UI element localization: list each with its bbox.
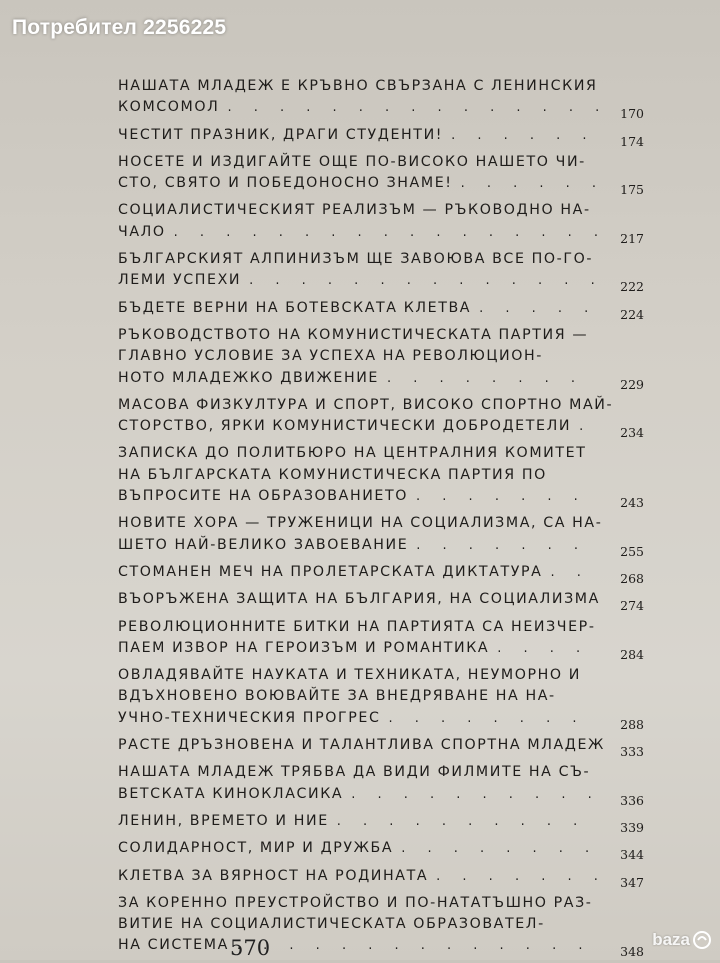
toc-entry-page: 284 [620, 646, 644, 660]
toc-entry [118, 249, 644, 298]
toc-entry-title-line: КЛЕТВА ЗА ВЯРНОСТ НА РОДИНАТА [118, 867, 429, 884]
toc-entry-last-line [118, 173, 644, 194]
toc-entry [118, 200, 644, 249]
toc-entry-title-line: ВДЪХНОВЕНО ВОЮВАЙТЕ ЗА ВНЕДРЯВАНЕ НА НА- [118, 688, 556, 705]
toc-entry-last-line [118, 589, 644, 610]
toc-entry-last-line [118, 486, 644, 507]
dot-leader [174, 222, 598, 243]
toc-entry [118, 735, 644, 762]
toc-entry-last-line [118, 298, 644, 319]
toc-entry-last-line [118, 562, 644, 583]
toc-entry-page: 344 [620, 847, 644, 860]
toc-entry-page: 217 [620, 230, 644, 244]
toc-entry [118, 298, 644, 325]
toc-entry-title-line: ВИТИЕ НА СОЦИАЛИСТИЧЕСКАТА ОБРАЗОВАТЕЛ- [118, 916, 545, 933]
dot-leader [237, 935, 598, 956]
toc-entry-last-line [118, 222, 644, 243]
logo-text: baza [652, 930, 690, 949]
toc-entry-title-line: РАСТЕ ДРЪЗНОВЕНА И ТАЛАНТЛИВА СПОРТНА МЛАДЕЖ [118, 737, 605, 754]
toc-entry-page: 274 [620, 598, 644, 611]
toc-entry [118, 838, 644, 865]
toc-entry-title-line: ЧЕСТИТ ПРАЗНИК, ДРАГИ СТУДЕНТИ! [118, 126, 444, 143]
toc-entry-title-line: РЪКОВОДСТВОТО НА КОМУНИСТИЧЕСКАТА ПАРТИЯ — [118, 326, 589, 343]
dot-leader [479, 298, 598, 319]
toc-entry-title-line: ВЪОРЪЖЕНА ЗАЩИТА НА БЪЛГАРИЯ, НА СОЦИАЛИЗМА [118, 591, 600, 608]
toc-entry-page: 339 [620, 819, 644, 833]
toc-entry-page: 243 [620, 495, 644, 508]
toc-entry-title-line: ЗА КОРЕННО ПРЕУСТРОЙСТВО И ПО-НАТАТЪШНО РАЗ- [118, 894, 593, 911]
toc-entry-title-line: СОЛИДАРНОСТ, МИР И ДРУЖБА [118, 840, 394, 857]
dot-leader [249, 270, 598, 291]
toc-entry [118, 443, 644, 513]
toc-entry-title-line: МАСОВА ФИЗКУЛТУРА И СПОРТ, ВИСОКО СПОРТНО МАЙ- [118, 396, 614, 413]
dot-leader [337, 811, 598, 832]
toc-entry-title-line: СТО, СВЯТО И ПОБЕДОНОСНО ЗНАМЕ! [118, 175, 453, 192]
toc-entry-last-line [118, 811, 644, 832]
toc-entry-last-line [118, 368, 644, 389]
toc-entry-title-line: ЛЕНИН, ВРЕМЕТО И НИЕ [118, 812, 329, 829]
toc-entry-page: 229 [620, 376, 644, 389]
toc-entry-title-line: РЕВОЛЮЦИОННИТЕ БИТКИ НА ПАРТИЯТА СА НЕИЗЧЕР- [118, 618, 596, 635]
user-watermark: Потребител 2256225 [12, 16, 227, 39]
toc-entry [118, 562, 644, 589]
toc-entry [118, 893, 644, 963]
toc-entry-page: 222 [620, 279, 644, 292]
toc-entry-title-line: НАШАТА МЛАДЕЖ ТРЯБВА ДА ВИДИ ФИЛМИТЕ НА СЪ- [118, 764, 591, 781]
toc-entry-page: 170 [620, 106, 644, 119]
dot-leader [227, 97, 598, 118]
toc-entry-page: 347 [620, 874, 644, 887]
toc-entry [118, 125, 644, 152]
toc-entry-title-line: ВЪПРОСИТЕ НА ОБРАЗОВАНИЕТО [118, 488, 409, 505]
dot-leader [461, 173, 598, 194]
toc-entry-title-line: НАШАТА МЛАДЕЖ Е КРЪВНО СВЪРЗАНА С ЛЕНИНСКИЯ [118, 78, 598, 94]
toc-entry [118, 762, 644, 811]
dot-leader [416, 535, 598, 556]
dot-leader [550, 562, 598, 583]
toc-entry-title-line: НОСЕТЕ И ИЗДИГАЙТЕ ОЩЕ ПО-ВИСОКО НАШЕТО ЧИ- [118, 153, 586, 170]
toc-entry [118, 811, 644, 838]
toc-entry-page: 336 [620, 792, 644, 805]
site-logo [652, 930, 712, 950]
toc-entry-title-line: ШЕТО НАЙ-ВЕЛИКО ЗАВОЕВАНИЕ [118, 536, 409, 553]
toc-entry [118, 152, 644, 201]
dot-leader [401, 838, 598, 859]
dot-leader [497, 638, 598, 659]
toc-entry [118, 866, 644, 893]
toc-entry-title-line: ЧАЛО [118, 223, 166, 240]
toc-entry [118, 76, 644, 125]
toc-entry-title-line: БЪЛГАРСКИЯТ АЛПИНИЗЪМ ЩЕ ЗАВОЮВА ВСЕ ПО-ГО- [118, 251, 594, 268]
toc-entry-title-line: ЗАПИСКА ДО ПОЛИТБЮРО НА ЦЕНТРАЛНИЯ КОМИТЕТ [118, 445, 587, 462]
toc-entry-last-line [118, 735, 644, 756]
dot-leader [388, 708, 598, 729]
toc-entry-page: 255 [620, 543, 644, 556]
page-number: 570 [230, 936, 271, 960]
dot-leader [436, 866, 598, 887]
toc-entry-title-line: БЪДЕТЕ ВЕРНИ НА БОТЕВСКАТА КЛЕТВА [118, 299, 472, 316]
toc-entry-title-line: НА СИСТЕМА [118, 937, 229, 954]
toc-entry-last-line [118, 535, 644, 556]
toc-entry [118, 665, 644, 735]
toc-entry-title-line: УЧНО-ТЕХНИЧЕСКИЯ ПРОГРЕС [118, 709, 381, 726]
toc-entry-last-line [118, 935, 644, 956]
toc-entry-page: 234 [620, 425, 644, 438]
toc-entry [118, 617, 644, 666]
toc-entry-last-line [118, 416, 644, 437]
toc-entry-title-line: НОВИТЕ ХОРА — ТРУЖЕНИЦИ НА СОЦИАЛИЗМА, СА НА- [118, 515, 603, 532]
toc-entry-page: 175 [620, 182, 644, 195]
toc-entry-last-line [118, 125, 644, 146]
toc-entry-title-line: СОЦИАЛИСТИЧЕСКИЯТ РЕАЛИЗЪМ — РЪКОВОДНО НА- [118, 202, 591, 219]
toc-entry-title-line: ОВЛАДЯВАЙТЕ НАУКАТА И ТЕХНИКАТА, НЕУМОРНО И [118, 667, 582, 684]
toc-entry [118, 513, 644, 562]
toc-entry-title-line: ГЛАВНО УСЛОВИЕ ЗА УСПЕХА НА РЕВОЛЮЦИОН- [118, 348, 544, 365]
toc-entry-title-line: СТОМАНЕН МЕЧ НА ПРОЛЕТАРСКАТА ДИКТАТУРА [118, 563, 543, 580]
toc-entry-title-line: ЛЕМИ УСПЕХИ [118, 272, 242, 289]
toc-entry-last-line [118, 638, 644, 659]
dot-leader [351, 784, 598, 805]
toc-entry-page: 174 [620, 133, 644, 146]
toc-entry-last-line [118, 866, 644, 887]
logo-mark-icon [692, 930, 712, 950]
toc-entry-title-line: СТОРСТВО, ЯРКИ КОМУНИСТИЧЕСКИ ДОБРОДЕТЕЛИ [118, 418, 572, 435]
toc-entry-title-line: НОТО МЛАДЕЖКО ДВИЖЕНИЕ [118, 369, 379, 386]
toc-entry-page: 348 [620, 944, 644, 957]
toc-entry-page: 268 [620, 570, 644, 584]
toc-entry-page: 224 [620, 306, 644, 319]
table-of-contents [118, 76, 644, 963]
toc-entry [118, 589, 644, 616]
toc-entry-page: 333 [620, 744, 644, 757]
toc-entry-title-line: НА БЪЛГАРСКАТА КОМУНИСТИЧЕСКА ПАРТИЯ ПО [118, 466, 547, 483]
toc-entry-last-line [118, 784, 644, 805]
dot-leader [579, 416, 598, 437]
toc-entry-last-line [118, 97, 644, 118]
toc-entry-last-line [118, 708, 644, 729]
toc-entry-last-line [118, 270, 644, 291]
toc-entry-page: 288 [620, 716, 644, 730]
toc-entry [118, 325, 644, 395]
toc-entry-title-line: ВЕТСКАТА КИНОКЛАСИКА [118, 785, 344, 802]
toc-entry [118, 395, 644, 444]
toc-entry-last-line [118, 838, 644, 859]
dot-leader [416, 486, 598, 507]
toc-entry-title-line: КОМСОМОЛ [118, 99, 220, 116]
toc-entry-title-line: ПАЕМ ИЗВОР НА ГЕРОИЗЪМ И РОМАНТИКА [118, 639, 490, 656]
dot-leader [451, 125, 598, 146]
dot-leader [387, 368, 598, 389]
